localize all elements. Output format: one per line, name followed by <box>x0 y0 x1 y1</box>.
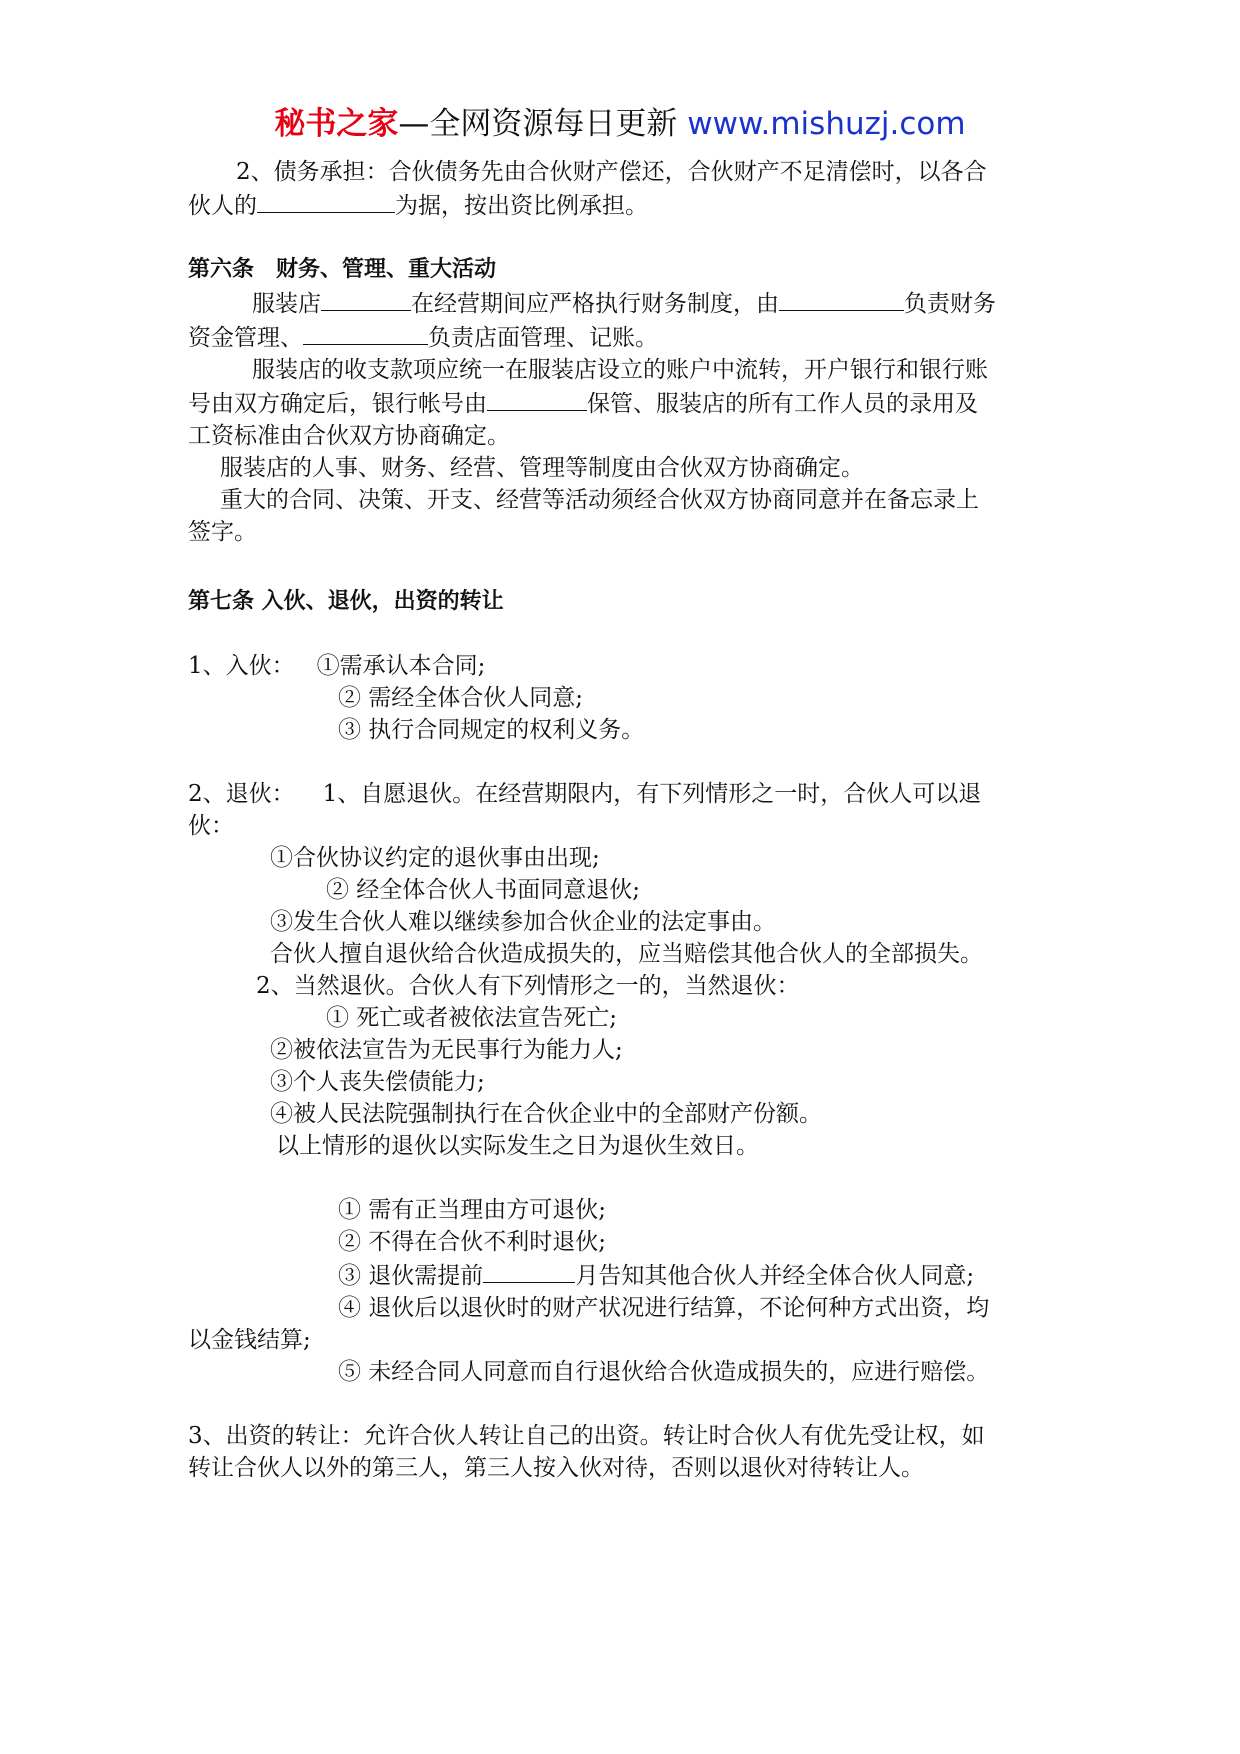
paragraph-systems: 服装店的人事、财务、经营、管理等制度由合伙双方协商确定。 <box>220 455 864 481</box>
brand-name: 秘书之家 <box>274 106 399 142</box>
voluntary-item-1: ①合伙协议约定的退伙事由出现; <box>270 845 600 871</box>
text-line: 2、债务承担：合伙债务先由合伙财产偿还，合伙财产不足清偿时，以各合 <box>236 159 987 185</box>
paragraph-accounts-cont <box>188 386 1058 420</box>
text-line: 保管、服装店的所有工作人员的录用及 <box>587 391 978 417</box>
condition-item-1: ① 需有正当理由方可退伙; <box>338 1197 607 1223</box>
paragraph-major-activities: 重大的合同、决策、开支、经营等活动须经合伙双方协商同意并在备忘录上 <box>220 487 979 513</box>
quit-line-2: 伙： <box>188 813 234 839</box>
article-6-heading: 第六条 财务、管理、重大活动 <box>188 257 497 282</box>
text-line: 资金管理、 <box>188 325 303 351</box>
fill-blank <box>303 320 428 345</box>
paragraph-finance <box>188 286 1058 320</box>
quit-line-1 <box>188 778 1058 810</box>
automatic-item-2: ②被依法宣告为无民事行为能力人; <box>270 1037 623 1063</box>
condition-item-4: ④ 退伙后以退伙时的财产状况进行结算，不论何种方式出资，均 <box>338 1295 990 1321</box>
paragraph-major-activities-cont: 签字。 <box>188 519 257 545</box>
condition-item-4-cont: 以金钱结算; <box>188 1327 311 1353</box>
paragraph-debt <box>188 156 1058 188</box>
site-header <box>0 104 1240 144</box>
article-7-heading: 第七条 入伙、退伙，出资的转让 <box>188 589 504 614</box>
join-line-3: ③ 执行合同规定的权利义务。 <box>338 717 645 743</box>
header-url-link[interactable]: www.mishuzj.com <box>687 106 966 142</box>
transfer-line-2: 转让合伙人以外的第三人，第三人按入伙对待，否则以退伙对待转让人。 <box>188 1455 924 1481</box>
condition-item-5: ⑤ 未经合同人同意而自行退伙给合伙造成损失的，应进行赔偿。 <box>338 1359 990 1385</box>
fill-blank <box>483 1258 575 1283</box>
paragraph-debt-cont <box>188 188 1058 222</box>
text-line: 1、入伙： <box>188 653 295 679</box>
condition-item-2: ② 不得在合伙不利时退伙; <box>338 1229 607 1255</box>
text-line: 号由双方确定后，银行帐号由 <box>188 391 487 417</box>
voluntary-note: 合伙人擅自退伙给合伙造成损失的，应当赔偿其他合伙人的全部损失。 <box>270 941 983 967</box>
text-line: 在经营期间应严格执行财务制度，由 <box>411 291 779 317</box>
paragraph-finance-cont <box>188 320 1058 354</box>
automatic-item-1: ① 死亡或者被依法宣告死亡; <box>326 1005 618 1031</box>
document-body <box>188 156 1058 1484</box>
text-line: 1、自愿退伙。在经营期限内，有下列情形之一时，合伙人可以退 <box>322 781 982 807</box>
fill-blank <box>321 286 411 311</box>
text-line: 为据，按出资比例承担。 <box>395 193 648 219</box>
fill-blank <box>779 286 904 311</box>
text-line: 伙人的 <box>188 193 257 219</box>
transfer-line-1: 3、出资的转让：允许合伙人转让自己的出资。转让时合伙人有优先受让权，如 <box>188 1423 985 1449</box>
voluntary-item-3: ③发生合伙人难以继续参加合伙企业的法定事由。 <box>270 909 776 935</box>
join-line-1 <box>188 650 1058 682</box>
join-line-2: ② 需经全体合伙人同意; <box>338 685 584 711</box>
fill-blank <box>257 188 395 213</box>
voluntary-item-2: ② 经全体合伙人书面同意退伙; <box>326 877 641 903</box>
text-line: 服装店 <box>252 291 321 317</box>
text-line: ③ 退伙需提前 <box>338 1263 484 1289</box>
paragraph-accounts-end: 工资标准由合伙双方协商确定。 <box>188 423 510 449</box>
condition-item-3 <box>188 1258 1058 1292</box>
text-line: 负责店面管理、记账。 <box>428 325 658 351</box>
automatic-item-3: ③个人丧失偿债能力; <box>270 1069 485 1095</box>
paragraph-accounts <box>188 354 1058 386</box>
text-line: 月告知其他合伙人并经全体合伙人同意; <box>575 1263 975 1289</box>
text-line: 2、退伙： <box>188 781 295 807</box>
text-line: 服装店的收支款项应统一在服装店设立的账户中流转，开户银行和银行账 <box>252 357 988 383</box>
automatic-note: 以上情形的退伙以实际发生之日为退伙生效日。 <box>276 1133 759 1159</box>
text-line: ①需承认本合同; <box>316 653 486 679</box>
automatic-quit-heading: 2、当然退伙。合伙人有下列情形之一的，当然退伙： <box>256 973 800 999</box>
text-line: 负责财务 <box>904 291 996 317</box>
automatic-item-4: ④被人民法院强制执行在合伙企业中的全部财产份额。 <box>270 1101 822 1127</box>
fill-blank <box>487 386 587 411</box>
header-slogan: —全网资源每日更新 <box>398 106 688 142</box>
